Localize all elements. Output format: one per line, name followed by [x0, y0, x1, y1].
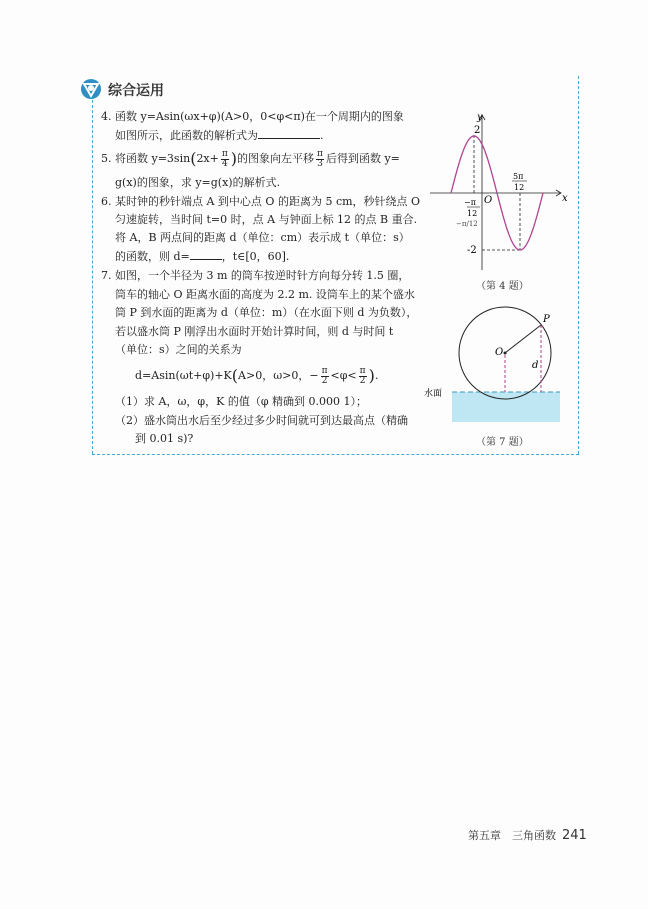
paren: )	[368, 366, 375, 385]
q5-line2: g(x)的图象，求 y=g(x)的解析式.	[115, 176, 281, 189]
q7-sub1: （1）求 A，ω，φ，K 的值（φ 精确到 0.000 1）；	[115, 395, 368, 408]
q5-line1	[115, 146, 400, 172]
q7-line4: 若以盛水筒 P 刚浮出水面时开始计算时间，则 d 与时间 t	[115, 325, 394, 338]
figure-4-caption: （第 4 题）	[476, 281, 529, 292]
x-label: x	[562, 193, 568, 204]
formula-text: A>0，ω>0，−	[238, 369, 319, 382]
q4-line1: 函数 y=Asin(ωx+φ)(A>0，0<φ<π)在一个周期内的图象	[115, 110, 404, 123]
q6-line2: 匀速旋转，当时间 t=0 时，点 A 与钟面上标 12 的点 B 重合.	[115, 213, 418, 226]
chapter-title: 第五章 三角函数	[468, 829, 556, 842]
paren: )	[230, 149, 238, 168]
q7-sub3: 到 0.01 s)?	[135, 432, 194, 445]
box-border-right	[578, 76, 579, 454]
fraction-pi-2	[321, 367, 329, 386]
denominator: 2	[321, 375, 328, 386]
section-badge-icon	[80, 78, 102, 100]
q4-end: .	[320, 129, 324, 142]
q4-answer-blank	[258, 128, 320, 139]
fraction-pi-2	[359, 367, 367, 386]
q6-answer-blank	[190, 249, 222, 260]
q4-line2	[115, 128, 324, 143]
q6-line3: 将 A，B 两点间的距离 d（单位：cm）表示成 t（单位：s）	[115, 231, 410, 244]
page-number: 241	[562, 828, 587, 843]
fraction-pi-3	[316, 150, 324, 169]
center-label: O	[495, 347, 504, 358]
q5-arg: 2x+	[196, 152, 219, 165]
formula-text: <φ<	[330, 369, 357, 382]
numerator: π	[359, 365, 366, 376]
x1-denominator: 12	[467, 209, 478, 218]
x1-tick-label: −π/12	[456, 220, 478, 228]
numerator: π	[317, 148, 323, 159]
center-point	[504, 352, 507, 355]
box-border-bottom	[92, 454, 579, 455]
q7-number: 7.	[101, 269, 112, 282]
water-label: 水面	[424, 389, 443, 399]
ymax-label: 2	[474, 125, 481, 136]
ymin-label: -2	[467, 245, 477, 256]
q7-sub2: （2）盛水筒出水后至少经过多少时间就可到达最高点（精确	[115, 414, 408, 427]
q6-text: ，t∈[0，60].	[221, 250, 290, 263]
q5-text: 的图象向左平移	[237, 152, 315, 165]
water-region	[452, 392, 560, 422]
q5-text: 后得到函数 y=	[325, 152, 400, 165]
figure-7-caption: （第 7 题）	[476, 437, 529, 448]
x1-numerator: −π	[464, 198, 476, 207]
numerator: π	[221, 148, 228, 159]
formula-text: d=Asin(ωt+φ)+K	[135, 369, 232, 382]
distance-label: d	[532, 360, 539, 371]
q4-number: 4.	[101, 110, 112, 123]
q7-line1: 如图，一个半径为 3 m 的筒车按逆时针方向每分转 1.5 圈，	[115, 269, 410, 282]
point-label: P	[543, 314, 550, 325]
figure-7-waterwheel	[420, 300, 570, 435]
denominator: 2	[359, 375, 366, 386]
denominator: 3	[317, 158, 323, 169]
figure-4-sine-graph	[420, 95, 570, 270]
formula-text: .	[374, 369, 379, 382]
box-border-left	[92, 100, 93, 454]
q6-number: 6.	[101, 195, 112, 208]
q7-line3: 筒 P 到水面的距离为 d（单位：m）（在水面下则 d 为负数），	[115, 306, 418, 319]
q7-line5: （单位：s）之间的关系为	[115, 343, 242, 356]
q6-text: 的函数，则 d=	[115, 250, 190, 263]
q7-formula	[135, 363, 378, 389]
denominator: 4	[221, 158, 228, 169]
q6-line1: 某时钟的秒针端点 A 到中心点 O 的距离为 5 cm，秒针绕点 O	[115, 195, 421, 208]
x2-denominator: 12	[514, 183, 525, 192]
radius-line	[505, 325, 541, 353]
page-footer	[468, 827, 587, 843]
q5-number: 5.	[101, 152, 112, 165]
y-label: y	[477, 112, 483, 123]
q6-line4	[115, 249, 289, 264]
paren: (	[231, 366, 239, 385]
paren: (	[190, 149, 197, 168]
q4-text: 如图所示，此函数的解析式为	[115, 129, 258, 142]
origin-label: O	[484, 195, 493, 206]
x2-numerator: 5π	[513, 172, 524, 181]
q7-line2: 筒车的轴心 O 距离水面的高度为 2.2 m. 设筒车上的某个盛水	[115, 288, 415, 301]
q5-text: 将函数 y=3sin	[115, 152, 191, 165]
fraction-pi-4	[221, 150, 229, 169]
numerator: π	[321, 365, 328, 376]
section-title: 综合运用	[108, 83, 164, 99]
